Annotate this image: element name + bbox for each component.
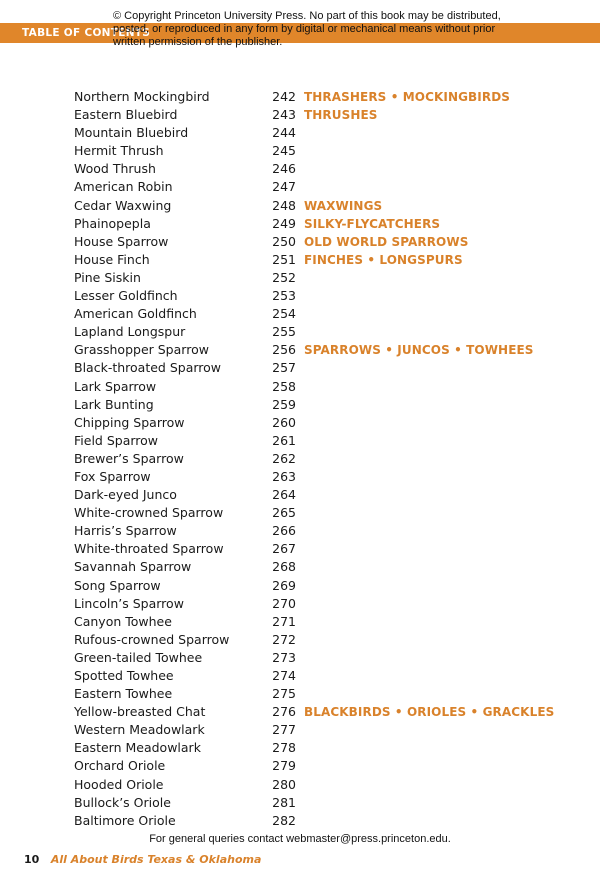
page-ref: 278 bbox=[272, 740, 296, 756]
page-ref: 274 bbox=[272, 668, 296, 683]
toc-row bbox=[74, 486, 574, 504]
page-ref: 276 bbox=[272, 704, 296, 720]
toc-row bbox=[74, 613, 574, 631]
toc-row bbox=[74, 323, 574, 341]
species-name: Spotted Towhee bbox=[74, 668, 174, 683]
species-name: Black-throated Sparrow bbox=[74, 360, 222, 376]
species-name: Grasshopper Sparrow bbox=[74, 342, 209, 358]
species-name: Wood Thrush bbox=[74, 161, 156, 177]
page-ref: 280 bbox=[272, 776, 296, 792]
page-ref: 246 bbox=[272, 161, 296, 177]
page-ref: 263 bbox=[272, 468, 296, 484]
page-ref: 253 bbox=[272, 288, 296, 304]
page-ref: 281 bbox=[272, 794, 296, 810]
page-ref: 268 bbox=[272, 559, 296, 575]
page-ref: 269 bbox=[272, 577, 296, 593]
toc-row bbox=[74, 359, 574, 377]
page-ref: 271 bbox=[272, 613, 296, 629]
species-name: Green-tailed Towhee bbox=[74, 649, 203, 665]
page-ref: 251 bbox=[272, 251, 296, 267]
toc-row bbox=[74, 721, 574, 739]
species-name: White-crowned Sparrow bbox=[74, 505, 224, 521]
section-heading: WAXWINGS bbox=[304, 198, 383, 213]
page-ref: 245 bbox=[272, 143, 296, 159]
page-ref: 260 bbox=[272, 414, 296, 430]
species-name: Phainopepla bbox=[74, 215, 151, 231]
species-name: House Finch bbox=[74, 251, 150, 267]
copyright-notice: © Copyright Princeton University Press. No part of this book may be distributed, posted, or reproduced in any form by digital or mechanical means without prior written permission of the publisher. bbox=[113, 10, 501, 48]
toc-row bbox=[74, 124, 574, 142]
species-name: White-throated Sparrow bbox=[74, 541, 224, 557]
species-name: Lesser Goldfinch bbox=[74, 288, 178, 304]
page-ref: 250 bbox=[272, 233, 296, 249]
toc-row bbox=[74, 703, 574, 721]
species-name: Lincoln’s Sparrow bbox=[74, 595, 184, 611]
toc-row bbox=[74, 812, 574, 830]
page-ref: 262 bbox=[272, 450, 296, 466]
table-of-contents bbox=[74, 88, 574, 830]
species-name: American Goldfinch bbox=[74, 306, 197, 322]
toc-row bbox=[74, 215, 574, 233]
page-ref: 264 bbox=[272, 487, 296, 503]
species-name: Pine Siskin bbox=[74, 269, 141, 285]
toc-row bbox=[74, 432, 574, 450]
toc-row bbox=[74, 595, 574, 613]
toc-row bbox=[74, 414, 574, 432]
page-ref: 272 bbox=[272, 631, 296, 647]
toc-row bbox=[74, 106, 574, 124]
species-name: Canyon Towhee bbox=[74, 613, 172, 629]
species-name: Lapland Longspur bbox=[74, 324, 186, 340]
toc-row bbox=[74, 739, 574, 757]
page-ref: 277 bbox=[272, 722, 296, 738]
toc-row bbox=[74, 305, 574, 323]
species-name: Hooded Oriole bbox=[74, 776, 164, 792]
toc-row bbox=[74, 558, 574, 576]
page-ref: 252 bbox=[272, 269, 296, 285]
page-ref: 256 bbox=[272, 342, 296, 358]
page-ref: 279 bbox=[272, 758, 296, 774]
page-ref: 243 bbox=[272, 107, 296, 123]
page-ref: 257 bbox=[272, 360, 296, 376]
species-name: Song Sparrow bbox=[74, 577, 161, 593]
toc-row bbox=[74, 269, 574, 287]
toc-row bbox=[74, 794, 574, 812]
page-ref: 265 bbox=[272, 505, 296, 521]
page-ref: 270 bbox=[272, 595, 296, 611]
species-name: Fox Sparrow bbox=[74, 468, 151, 484]
species-name: Northern Mockingbird bbox=[74, 89, 210, 104]
running-header: TABLE OF CONTENTS bbox=[22, 27, 151, 39]
species-name: Eastern Bluebird bbox=[74, 107, 178, 123]
species-name: Eastern Towhee bbox=[74, 686, 173, 702]
page-ref: 242 bbox=[272, 89, 296, 104]
page-ref: 248 bbox=[272, 197, 296, 213]
toc-row bbox=[74, 577, 574, 595]
species-name: American Robin bbox=[74, 179, 173, 195]
toc-row bbox=[74, 522, 574, 540]
section-heading: BLACKBIRDS • ORIOLES • GRACKLES bbox=[304, 705, 555, 720]
species-name: Brewer’s Sparrow bbox=[74, 450, 184, 466]
section-heading: THRASHERS • MOCKINGBIRDS bbox=[304, 90, 511, 104]
species-name: Harris’s Sparrow bbox=[74, 523, 177, 539]
page-footer bbox=[24, 853, 261, 866]
section-heading: THRUSHES bbox=[304, 108, 378, 123]
toc-row bbox=[74, 287, 574, 305]
page-ref: 254 bbox=[272, 306, 296, 322]
page-ref: 275 bbox=[272, 686, 296, 702]
toc-row bbox=[74, 233, 574, 251]
toc-row bbox=[74, 197, 574, 215]
toc-row bbox=[74, 378, 574, 396]
species-name: Savannah Sparrow bbox=[74, 559, 192, 575]
toc-row bbox=[74, 776, 574, 794]
book-title: All About Birds Texas & Oklahoma bbox=[50, 853, 262, 866]
species-name: Mountain Bluebird bbox=[74, 125, 189, 141]
species-name: Cedar Waxwing bbox=[74, 197, 172, 213]
toc-row bbox=[74, 540, 574, 558]
section-heading: FINCHES • LONGSPURS bbox=[304, 252, 463, 267]
species-name: Dark-eyed Junco bbox=[74, 487, 177, 503]
page-ref: 244 bbox=[272, 125, 296, 141]
page-ref: 267 bbox=[272, 541, 296, 557]
page-ref: 282 bbox=[272, 812, 296, 828]
section-heading: SPARROWS • JUNCOS • TOWHEES bbox=[304, 343, 534, 358]
species-name: Chipping Sparrow bbox=[74, 414, 185, 430]
species-name: Bullock’s Oriole bbox=[74, 794, 171, 810]
toc-row bbox=[74, 396, 574, 414]
toc-row bbox=[74, 450, 574, 468]
species-name: Baltimore Oriole bbox=[74, 812, 176, 828]
contact-notice: For general queries contact webmaster@press.princeton.edu. bbox=[149, 833, 451, 845]
species-name: Lark Sparrow bbox=[74, 378, 157, 394]
species-name: House Sparrow bbox=[74, 233, 169, 249]
toc-row bbox=[74, 178, 574, 196]
species-name: Eastern Meadowlark bbox=[74, 740, 201, 756]
page-ref: 266 bbox=[272, 523, 296, 539]
page-ref: 273 bbox=[272, 649, 296, 665]
toc-row bbox=[74, 757, 574, 775]
page-ref: 259 bbox=[272, 396, 296, 412]
toc-row bbox=[74, 142, 574, 160]
toc-row bbox=[74, 685, 574, 703]
toc-row bbox=[74, 667, 574, 685]
page-ref: 255 bbox=[272, 324, 296, 340]
toc-row bbox=[74, 631, 574, 649]
section-heading: OLD WORLD SPARROWS bbox=[304, 234, 469, 249]
toc-row bbox=[74, 504, 574, 522]
species-name: Lark Bunting bbox=[74, 396, 154, 412]
species-name: Hermit Thrush bbox=[74, 143, 164, 159]
toc-row bbox=[74, 88, 574, 106]
section-heading: SILKY-FLYCATCHERS bbox=[304, 216, 441, 231]
toc-row bbox=[74, 468, 574, 486]
species-name: Rufous-crowned Sparrow bbox=[74, 631, 230, 647]
species-name: Western Meadowlark bbox=[74, 722, 205, 738]
page-ref: 247 bbox=[272, 179, 296, 195]
toc-row bbox=[74, 341, 574, 359]
toc-row bbox=[74, 649, 574, 667]
species-name: Yellow-breasted Chat bbox=[74, 704, 206, 720]
page-number: 10 bbox=[24, 853, 40, 866]
page-ref: 258 bbox=[272, 378, 296, 394]
page-ref: 261 bbox=[272, 432, 296, 448]
toc-row bbox=[74, 251, 574, 269]
species-name: Orchard Oriole bbox=[74, 758, 166, 774]
species-name: Field Sparrow bbox=[74, 432, 159, 448]
toc-row bbox=[74, 160, 574, 178]
page-ref: 249 bbox=[272, 215, 296, 231]
